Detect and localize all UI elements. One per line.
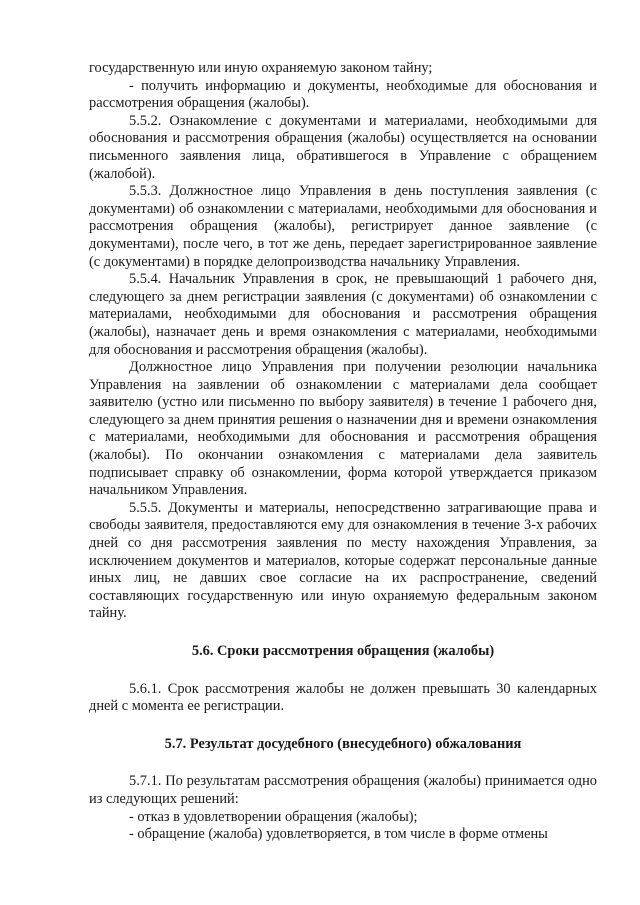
body-paragraph: Должностное лицо Управления при получении резолюции начальника Управления на заявлении об ознакомлении с материалами дела сообщает заявителю (устно или письменно по выбору заявителя) в течение 1 рабочего дня, следующего за днем принятия решения о назначении дня и времени ознакомления с материалами, необходимыми для обоснования и рассмотрения обращения (жалобы). По окончании ознакомления с материалами дела заявитель подписывает справку об ознакомлении, форма которой утверждается приказом начальником Управления. <box>89 359 597 499</box>
paragraph-group-bottom <box>89 773 597 843</box>
body-paragraph: 5.6.1. Срок рассмотрения жалобы не должен превышать 30 календарных дней с момента ее регистрации. <box>89 680 597 715</box>
body-paragraph: 5.7.1. По результатам рассмотрения обращения (жалобы) принимается одно из следующих решений: <box>89 773 597 807</box>
paragraph-group-top <box>89 60 597 623</box>
section-heading-5-6: 5.6. Сроки рассмотрения обращения (жалобы) <box>191 643 495 659</box>
body-paragraph: - обращение (жалоба) удовлетворяется, в том числе в форме отмены <box>129 826 548 843</box>
body-paragraph: 5.5.5. Документы и материалы, непосредственно затрагивающие права и свободы заявителя, предоставляются ему для ознакомления в течение 3-х рабочих дней со дня рассмотрения заявления по месту нахождения Управления, за исключением документов и материалов, которые содержат персональные данные иных лиц, не давших свое согласие на их распространение, сведений составляющих государственную или иную охраняемую федеральным законом тайну. <box>89 499 597 622</box>
section-heading-5-7: 5.7. Результат досудебного (внесудебного) обжалования <box>164 735 522 752</box>
body-paragraph: - отказ в удовлетворении обращения (жалобы); <box>129 808 418 825</box>
paragraph-group-middle <box>89 681 597 716</box>
body-paragraph: государственную или иную охраняемую законом тайну; <box>89 60 433 76</box>
body-paragraph: - получить информацию и документы, необходимые для обоснования и рассмотрения обращения (жалобы). <box>89 77 597 112</box>
body-paragraph: 5.5.4. Начальник Управления в срок, не превышающий 1 рабочего дня, следующего за днем регистрации заявления (с документами) об ознакомлении с материалами, необходимыми для обоснования и рассмотрения обращения (жалобы), назначает день и время ознакомления с материалами, необходимыми для обоснования и рассмотрения обращения (жалобы). <box>89 271 597 358</box>
body-paragraph: 5.5.2. Ознакомление с документами и материалами, необходимыми для обоснования и рассмотрения обращения (жалобы) осуществляется на основании письменного заявления лица, обратившегося в Управление с обращением (жалобой). <box>89 112 597 182</box>
document-page <box>89 60 597 844</box>
body-paragraph: 5.5.3. Должностное лицо Управления в день поступления заявления (с документами) об ознакомлении с материалами, необходимыми для обоснования и рассмотрения обращения (жалобы), регистрирует данное заявление (с документами), после чего, в тот же день, передает зарегистрированное заявление (с документами) в порядке делопроизводства начальнику Управления. <box>89 183 597 270</box>
